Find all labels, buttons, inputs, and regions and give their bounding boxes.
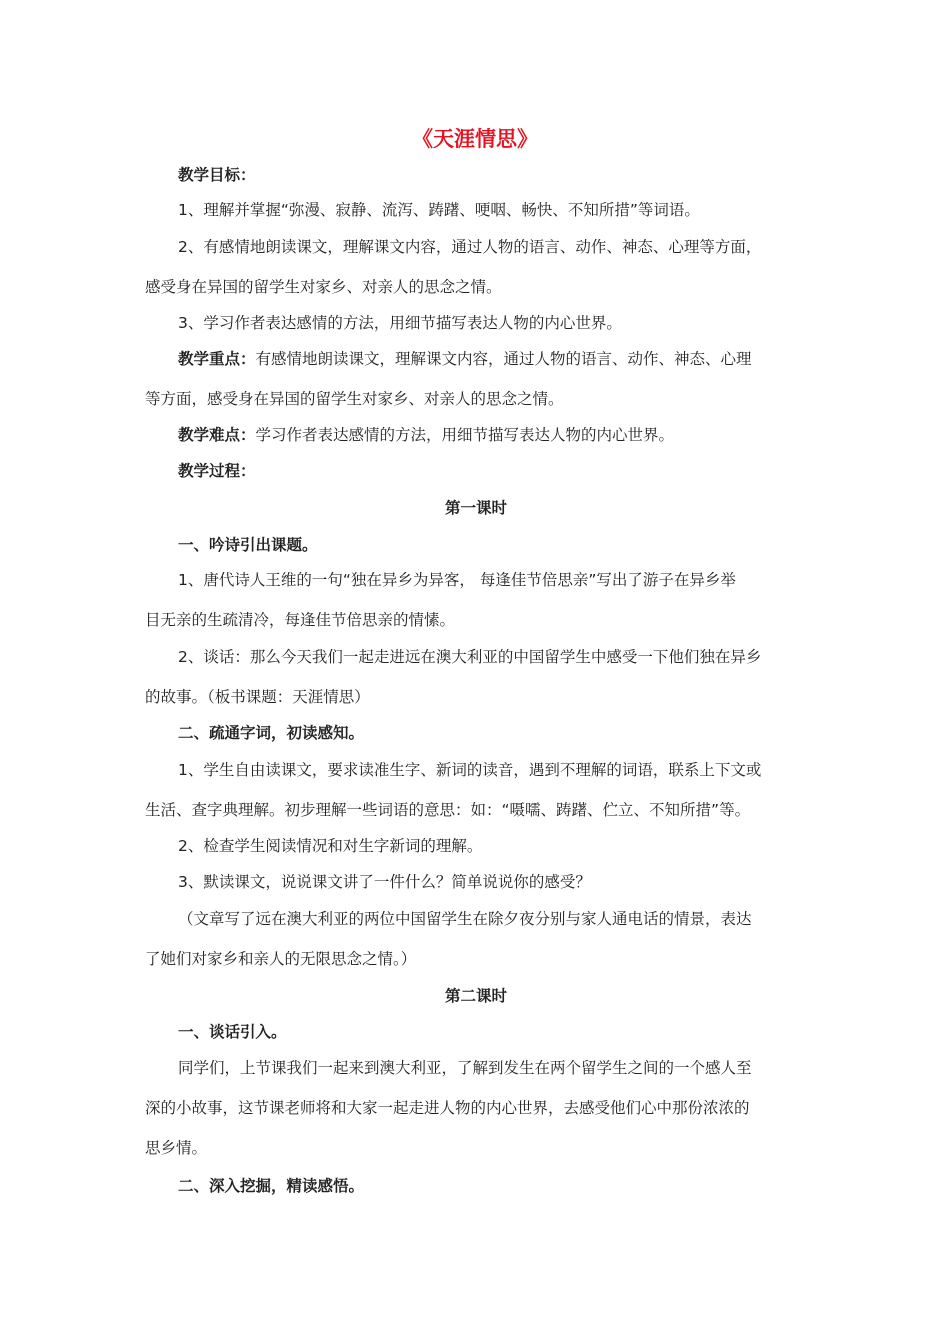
difficulty-label: 教学难点：: [178, 426, 256, 444]
section-1-item-2: 2、谈话：那么今天我们一起走进远在澳大利亚的中国留学生中感受一下他们独在异乡: [178, 648, 762, 666]
section-1-item-2-cont: 的故事。（板书课题：天涯情思）: [145, 688, 370, 706]
lesson-1-heading: 第一课时: [444, 499, 507, 517]
lesson-2-intro: 同学们，上节课我们一起来到澳大利亚，了解到发生在两个留学生之间的一个感人至: [178, 1059, 752, 1077]
section-2-heading: 二、疏通字词，初读感知。: [178, 724, 365, 742]
goal-item-3: 3、学习作者表达感情的方法，用细节描写表达人物的内心世界。: [178, 314, 622, 332]
key-point-text: 有感情地朗读课文，理解课文内容，通过人物的语言、动作、神态、心理: [255, 350, 752, 368]
document-title: 《天涯情思》: [412, 127, 538, 151]
section-1-item-1-cont: 目无亲的生疏清冷，每逢佳节倍思亲的情愫。: [145, 611, 456, 629]
difficulty-text: 学习作者表达感情的方法，用细节描写表达人物的内心世界。: [255, 426, 675, 444]
heading-teaching-goals: 教学目标：: [178, 166, 256, 184]
lesson-2-intro-cont-1: 深的小故事，这节课老师将和大家一起走进人物的内心世界，去感受他们心中那份浓浓的: [145, 1099, 750, 1117]
key-point-label: 教学重点：: [178, 350, 256, 368]
lesson-2-heading: 第二课时: [444, 987, 507, 1005]
key-point-paragraph: [178, 349, 808, 369]
goal-item-1: 1、理解并掌握“弥漫、寂静、流泻、踌躇、哽咽、畅快、不知所措”等词语。: [178, 201, 700, 219]
lesson-2-section-2-heading: 二、深入挖掘，精读感悟。: [178, 1177, 365, 1195]
goal-item-2-cont: 感受身在异国的留学生对家乡、对亲人的思念之情。: [145, 278, 502, 296]
section-1-item-1: 1、唐代诗人王维的一句“独在异乡为异客， 每逢佳节倍思亲”写出了游子在异乡举: [178, 571, 736, 589]
difficulty-paragraph: [178, 425, 808, 445]
section-2-note-cont: 了她们对家乡和亲人的无限思念之情。）: [145, 950, 417, 968]
section-2-note: （文章写了远在澳大利亚的两位中国留学生在除夕夜分别与家人通电话的情景，表达: [178, 910, 752, 928]
section-1-heading: 一、吟诗引出课题。: [178, 536, 318, 554]
heading-teaching-process: 教学过程：: [178, 462, 256, 480]
section-2-item-1-cont: 生活、查字典理解。初步理解一些词语的意思：如：“嗫嚅、踌躇、伫立、不知所措”等。: [145, 801, 751, 819]
key-point-cont: 等方面，感受身在异国的留学生对家乡、对亲人的思念之情。: [145, 390, 564, 408]
section-2-item-2: 2、检查学生阅读情况和对生字新词的理解。: [178, 837, 483, 855]
lesson-2-intro-cont-2: 思乡情。: [145, 1139, 208, 1157]
lesson-2-section-1-heading: 一、谈话引入。: [178, 1023, 287, 1041]
section-2-item-3: 3、默读课文，说说课文讲了一件什么？简单说说你的感受？: [178, 873, 591, 891]
goal-item-2: 2、有感情地朗读课文，理解课文内容，通过人物的语言、动作、神态、心理等方面，: [178, 238, 762, 256]
section-2-item-1: 1、学生自由读课文，要求读准生字、新词的读音，遇到不理解的词语，联系上下文或: [178, 761, 762, 779]
